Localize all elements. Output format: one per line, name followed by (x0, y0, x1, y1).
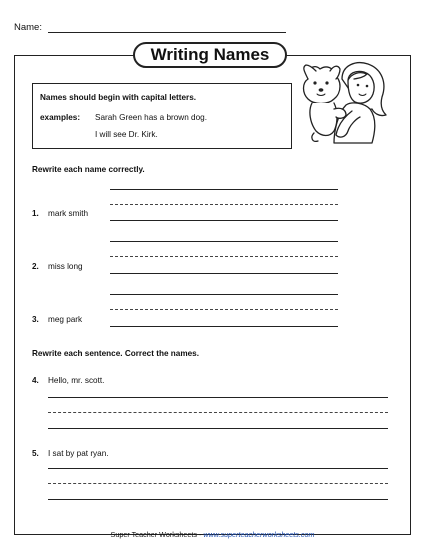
name-label: Name: (14, 22, 42, 33)
answer-line-5-mid (48, 483, 388, 484)
answer-line-3-top[interactable] (110, 294, 338, 295)
item-3-number: 3. (32, 315, 39, 324)
answer-line-5-top[interactable] (48, 468, 388, 469)
answer-line-1-mid (110, 204, 338, 205)
example-2: I will see Dr. Kirk. (95, 130, 158, 139)
worksheet-title: Writing Names (133, 42, 287, 68)
answer-line-2-top[interactable] (110, 241, 338, 242)
item-2-text: miss long (48, 262, 83, 271)
girl-hugging-dog-icon (294, 61, 390, 147)
section-1-heading: Rewrite each name correctly. (32, 165, 145, 174)
item-4-number: 4. (32, 376, 39, 385)
item-2-number: 2. (32, 262, 39, 271)
answer-line-2-bottom[interactable] (110, 273, 338, 274)
section-2-heading: Rewrite each sentence. Correct the names. (32, 349, 200, 358)
footer-url[interactable]: www.superteacherworksheets.com (203, 530, 315, 539)
item-4-text: Hello, mr. scott. (48, 376, 105, 385)
item-5-number: 5. (32, 449, 39, 458)
answer-line-2-mid (110, 256, 338, 257)
answer-line-4-mid (48, 412, 388, 413)
footer-text: Super Teacher Worksheets - (110, 530, 204, 539)
rule-heading: Names should begin with capital letters. (40, 93, 197, 102)
answer-line-3-bottom[interactable] (110, 326, 338, 327)
item-1-text: mark smith (48, 209, 89, 218)
answer-line-3-mid (110, 309, 338, 310)
answer-line-1-top[interactable] (110, 189, 338, 190)
item-1-number: 1. (32, 209, 39, 218)
example-1: Sarah Green has a brown dog. (95, 113, 207, 122)
examples-label: examples: (40, 113, 81, 122)
answer-line-5-bottom[interactable] (48, 499, 388, 500)
answer-line-4-top[interactable] (48, 397, 388, 398)
name-write-line[interactable] (48, 32, 286, 33)
item-5-text: I sat by pat ryan. (48, 449, 109, 458)
answer-line-4-bottom[interactable] (48, 428, 388, 429)
footer (0, 530, 425, 539)
answer-line-1-bottom[interactable] (110, 220, 338, 221)
item-3-text: meg park (48, 315, 83, 324)
